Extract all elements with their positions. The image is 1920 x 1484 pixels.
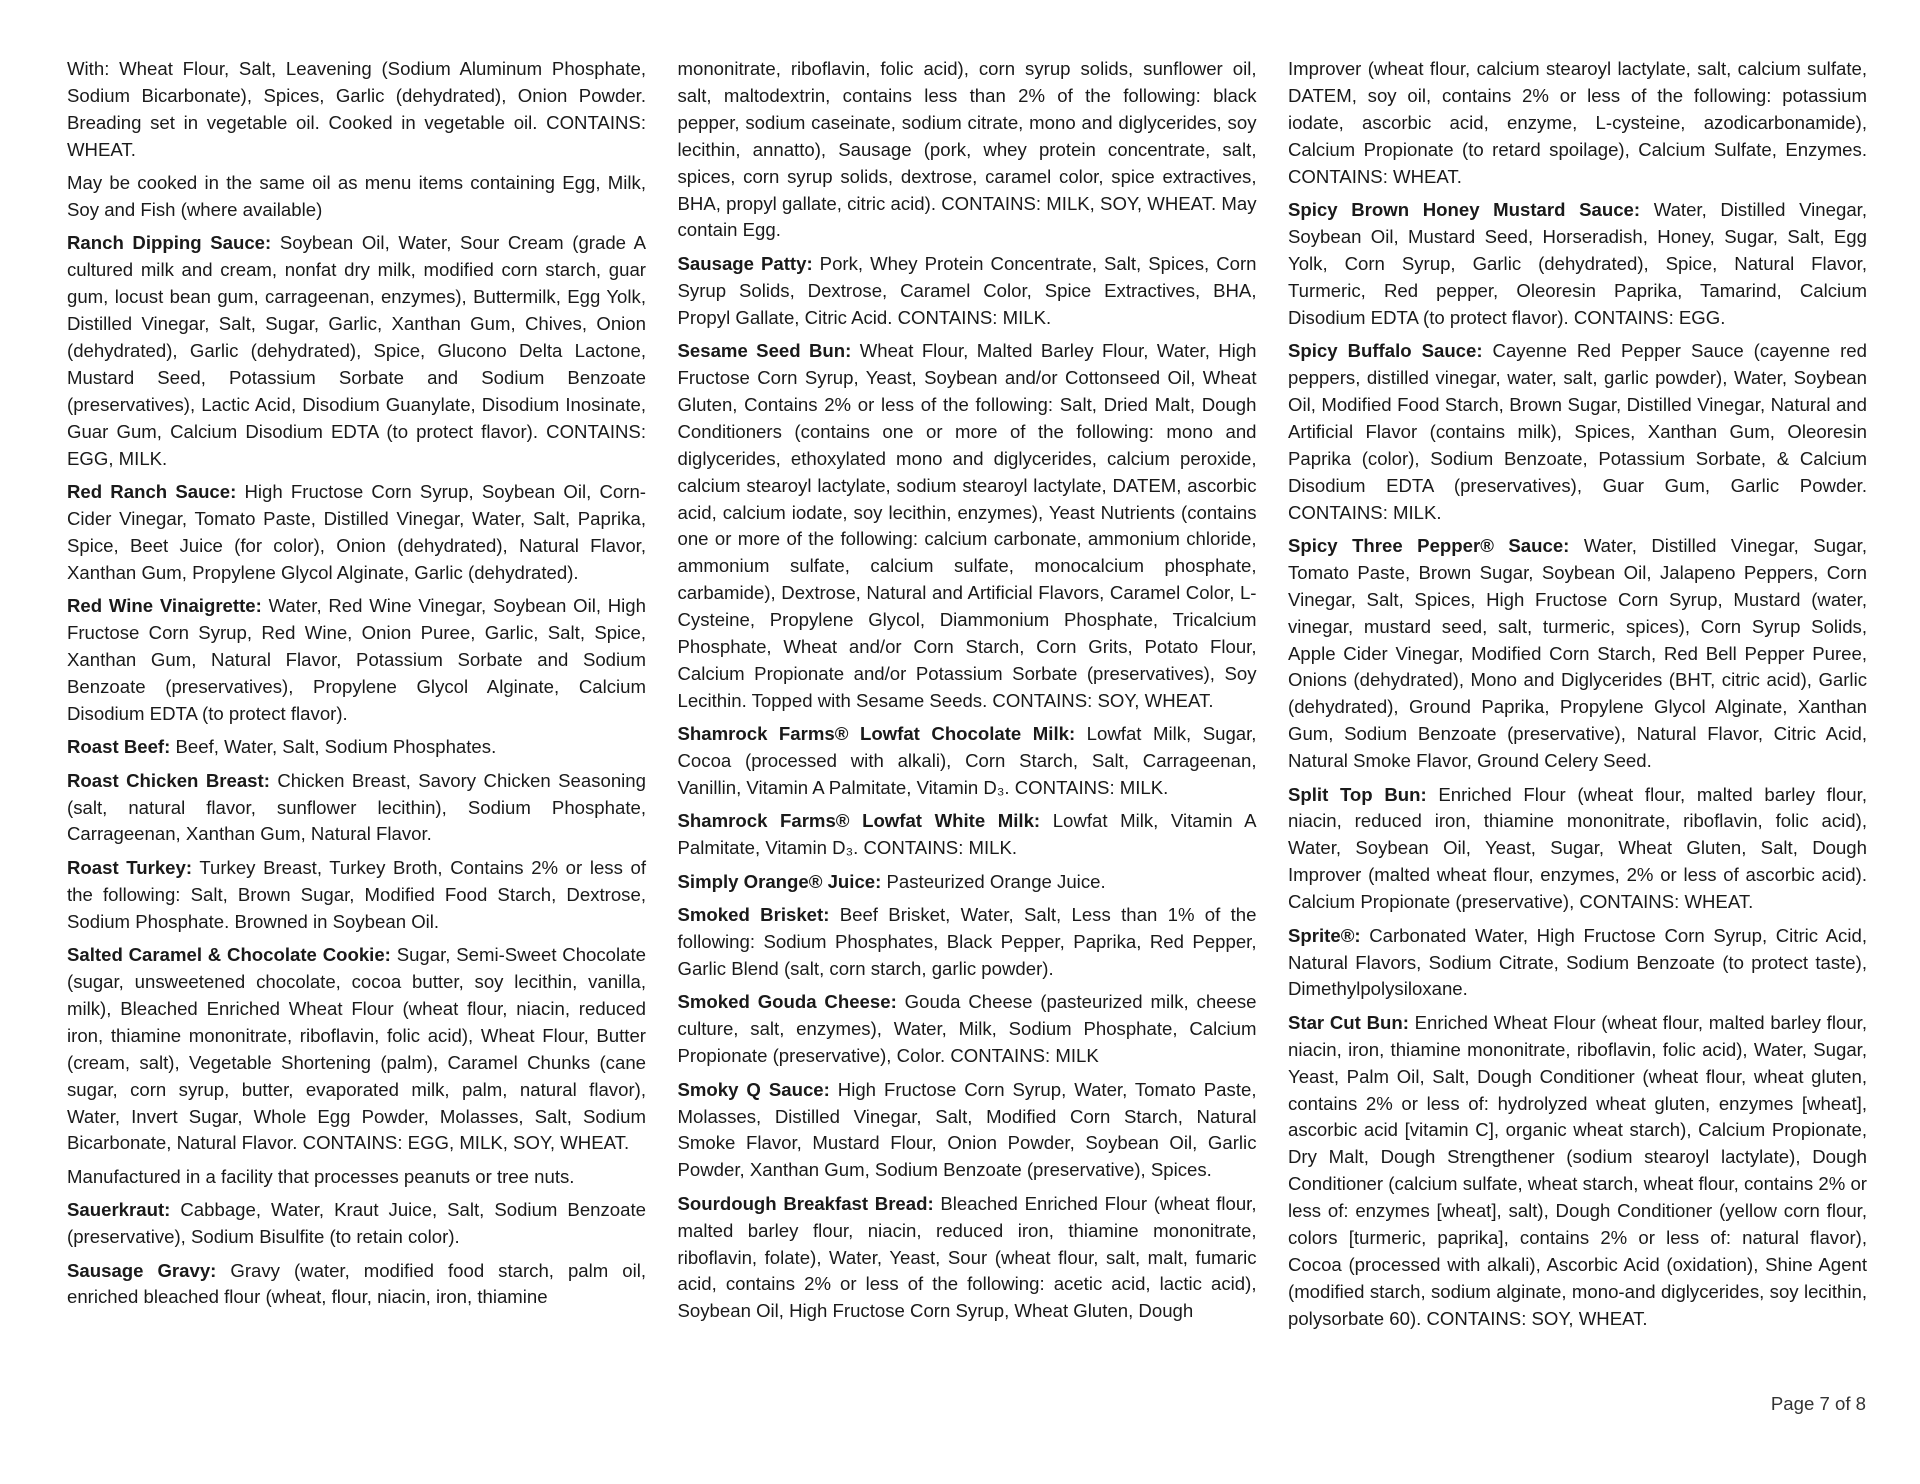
entry-name: Simply Orange® Juice: <box>677 870 882 892</box>
ingredient-entry <box>678 721 1257 802</box>
ingredient-entry <box>678 1077 1257 1185</box>
entry-name: Smoky Q Sauce: <box>677 1078 830 1100</box>
entry-name: Sausage Gravy: <box>67 1259 217 1281</box>
entry-name: Star Cut Bun: <box>1288 1011 1409 1033</box>
ingredient-entry <box>1288 533 1867 775</box>
ingredient-entry <box>678 989 1257 1070</box>
ingredient-entry <box>1288 338 1867 526</box>
entry-text: Soybean Oil, Water, Sour Cream (grade A cultured milk and cream, nonfat dry milk, modified corn starch, guar gum, locust bean gum, carrageenan, enzymes), Buttermilk, Egg Yolk, Distilled Vinegar, Salt, Sugar, Garlic, Xanthan Gum, Chives, Onion (dehydrated), Garlic (dehydrated), Spice, Glucono Delta Lactone, Mustard Seed, Potassium Sorbate and Sodium Benzoate (preservatives), Lactic Acid, Disodium Guanylate, Disodium Inosinate, Guar Gum, Calcium Disodium EDTA (to protect flavor). CONTAINS: EGG, MILK. <box>67 232 647 469</box>
entry-name: Red Ranch Sauce: <box>67 481 237 503</box>
entry-text: Sugar, Semi-Sweet Chocolate (sugar, unsweetened chocolate, cocoa butter, soy lecithin, vanilla, milk), Bleached Enriched Wheat Flour (wheat flour, niacin, reduced iron, thiamine mononitrate, riboflavin, folic acid), Wheat Flour, Butter (cream, salt), Vegetable Shortening (palm), Caramel Chunks (cane sugar, corn syrup, butter, evaporated milk, palm, natural flavor), Water, Invert Sugar, Whole Egg Powder, Molasses, Salt, Sodium Bicarbonate, Natural Flavor. CONTAINS: EGG, MILK, SOY, WHEAT. <box>67 944 647 1154</box>
entry-name: Sauerkraut: <box>67 1199 171 1221</box>
ingredient-entry <box>67 734 646 761</box>
ingredient-entry <box>678 902 1257 983</box>
entry-text: Water, Red Wine Vinegar, Soybean Oil, High Fructose Corn Syrup, Red Wine, Onion Puree, Garlic, Salt, Spice, Xanthan Gum, Natural Flavor, Potassium Sorbate and Sodium Benzoate (preservatives), Propylene Glycol Alginate, Calcium Disodium EDTA (to protect flavor). <box>67 595 646 724</box>
entry-name: Spicy Brown Honey Mustard Sauce: <box>1288 199 1641 221</box>
ingredient-entry <box>67 1197 646 1251</box>
page-number: Page 7 of 8 <box>1770 1393 1866 1414</box>
entry-text: Lowfat Milk, Sugar, Cocoa (processed with alkali), Corn Starch, Salt, Carrageenan, Vanillin, Vitamin A Palmitate, Vitamin D₃. CONTAINS: MILK. <box>677 723 1257 799</box>
entry-name: Split Top Bun: <box>1288 783 1427 805</box>
entry-text: With: Wheat Flour, Salt, Leavening (Sodium Aluminum Phosphate, Sodium Bicarbonate), Spices, Garlic (dehydrated), Onion Powder. Breading set in vegetable oil. Cooked in vegetable oil. CONTAINS: WHEAT. <box>67 58 646 160</box>
ingredient-entry <box>678 808 1257 862</box>
entry-text: Turkey Breast, Turkey Broth, Contains 2% or less of the following: Salt, Brown Sugar, Modified Food Starch, Dextrose, Sodium Phosphate. Browned in Soybean Oil. <box>67 856 646 932</box>
entry-name: Roast Chicken Breast: <box>67 769 270 791</box>
entry-name: Spicy Buffalo Sauce: <box>1288 340 1483 362</box>
ingredient-entry <box>678 338 1257 715</box>
entry-text: High Fructose Corn Syrup, Water, Tomato Paste, Molasses, Distilled Vinegar, Salt, Modified Corn Starch, Natural Smoke Flavor, Mustard Flour, Onion Powder, Soybean Oil, Garlic Powder, Xanthan Gum, Sodium Benzoate (preservative), Spices. <box>677 1078 1257 1181</box>
ingredient-entry <box>67 479 646 587</box>
text-columns <box>67 56 1867 1366</box>
ingredient-entry <box>67 230 646 472</box>
ingredient-entry <box>67 768 646 849</box>
ingredient-entry <box>1288 197 1867 332</box>
entry-text: Pork, Whey Protein Concentrate, Salt, Spices, Corn Syrup Solids, Dextrose, Caramel Color, Spice Extractives, BHA, Propyl Gallate, Citric Acid. CONTAINS: MILK. <box>677 252 1257 328</box>
column-3 <box>1288 56 1867 1366</box>
entry-name: Spicy Three Pepper® Sauce: <box>1288 534 1570 556</box>
entry-text: Cayenne Red Pepper Sauce (cayenne red peppers, distilled vinegar, water, salt, garlic powder), Water, Soybean Oil, Modified Food Starch, Brown Sugar, Distilled Vinegar, Natural and Artificial Flavor (contains milk), Spices, Xanthan Gum, Oleoresin Paprika (color), Sodium Benzoate, Potassium Sorbate, & Calcium Disodium EDTA (preservatives), Guar Gum, Garlic Powder. CONTAINS: MILK. <box>1288 340 1867 523</box>
entry-text: Lowfat Milk, Vitamin A Palmitate, Vitamin D₃. CONTAINS: MILK. <box>677 810 1257 859</box>
entry-text: Beef, Water, Salt, Sodium Phosphates. <box>170 736 497 758</box>
entry-name: Sausage Patty: <box>677 252 813 274</box>
entry-text: Enriched Wheat Flour (wheat flour, malted barley flour, niacin, iron, thiamine mononitrate, riboflavin, folic acid), Water, Sugar, Yeast, Palm Oil, Salt, Dough Conditioner (wheat flour, wheat gluten, contains 2% or less of: hydrolyzed wheat gluten, enzymes [wheat], ascorbic acid [vitamin C], organic wheat starch), Calcium Propionate, Dry Malt, Dough Strengthener (sodium stearoyl lactylate), Dough Conditioner (calcium sulfate, wheat starch, wheat flour, contains 2% or less of: enzymes [wheat], salt), Dough Conditioner (yellow corn flour, colors [turmeric, paprika], contains 2% or less of: natural flavor), Cocoa (processed with alkali), Ascorbic Acid (oxidation), Shine Agent (modified starch, sodium alginate, mono-and diglycerides, soy lecithin, polysorbate 60). CONTAINS: SOY, WHEAT. <box>1288 1011 1867 1329</box>
ingredient-entry <box>678 251 1257 332</box>
ingredient-entry <box>67 170 646 224</box>
ingredient-entry <box>67 1164 646 1191</box>
entry-text: Improver (wheat flour, calcium stearoyl lactylate, salt, calcium sulfate, DATEM, soy oil, contains 2% or less of the following: potassium iodate, ascorbic acid, enzyme, L-cysteine, azodicarbonamide), Calcium Propionate (to retard spoilage), Calcium Sulfate, Enzymes. CONTAINS: WHEAT. <box>1288 58 1867 187</box>
entry-name: Smoked Gouda Cheese: <box>677 991 897 1013</box>
entry-text: Gravy (water, modified food starch, palm oil, enriched bleached flour (wheat, flour, niacin, iron, thiamine <box>67 1259 647 1308</box>
entry-text: Bleached Enriched Flour (wheat flour, malted barley flour, niacin, reduced iron, thiamine mononitrate, riboflavin, folate), Water, Yeast, Sour (wheat flour, salt, malt, fumaric acid, contains 2% or less of the following: acetic acid, lactic acid), Soybean Oil, High Fructose Corn Syrup, Wheat Gluten, Dough <box>677 1192 1257 1322</box>
ingredient-entry <box>67 1258 646 1312</box>
ingredient-entry <box>1288 923 1867 1004</box>
entry-text: Water, Distilled Vinegar, Sugar, Tomato Paste, Brown Sugar, Soybean Oil, Jalapeno Peppers, Corn Vinegar, Salt, Spices, High Fructose Corn Syrup, Mustard (water, vinegar, mustard seed, salt, turmeric, spices), Corn Syrup Solids, Apple Cider Vinegar, Modified Corn Starch, Red Bell Pepper Puree, Onions (dehydrated), Mono and Diglycerides (BHT, citric acid), Garlic (dehydrated), Ground Paprika, Propylene Glycol Alginate, Xanthan Gum, Sodium Benzoate (preservative), Natural Flavor, Citric Acid, Natural Smoke Flavor, Ground Celery Seed. <box>1288 534 1868 772</box>
entry-text: Gouda Cheese (pasteurized milk, cheese culture, salt, enzymes), Water, Milk, Sodium Phosphate, Calcium Propionate (preservative), Color. CONTAINS: MILK <box>677 991 1257 1067</box>
entry-name: Red Wine Vinaigrette: <box>67 595 262 617</box>
entry-name: Roast Beef: <box>67 736 171 758</box>
column-2 <box>678 56 1257 1366</box>
entry-name: Smoked Brisket: <box>677 904 830 926</box>
entry-name: Sourdough Breakfast Bread: <box>677 1192 934 1214</box>
ingredient-entry <box>67 593 646 728</box>
ingredient-entry <box>678 869 1257 896</box>
entry-name: Ranch Dipping Sauce: <box>67 232 272 254</box>
column-1 <box>67 56 646 1366</box>
entry-text: May be cooked in the same oil as menu items containing Egg, Milk, Soy and Fish (where available) <box>67 172 646 221</box>
ingredient-entry <box>678 1191 1257 1326</box>
entry-name: Shamrock Farms® Lowfat Chocolate Milk: <box>677 723 1076 745</box>
entry-text: Enriched Flour (wheat flour, malted barley flour, niacin, reduced iron, thiamine mononitrate, riboflavin, folic acid), Water, Soybean Oil, Yeast, Sugar, Wheat Gluten, Salt, Dough Improver (malted wheat flour, enzymes, 2% or less of ascorbic acid). Calcium Propionate (preservative), CONTAINS: WHEAT. <box>1288 783 1867 913</box>
ingredient-entry <box>1288 1010 1867 1333</box>
ingredient-entry <box>1288 782 1867 917</box>
entry-text: Manufactured in a facility that processes peanuts or tree nuts. <box>67 1165 575 1187</box>
entry-text: Water, Distilled Vinegar, Soybean Oil, Mustard Seed, Horseradish, Honey, Sugar, Salt, Egg Yolk, Corn Syrup, Garlic (dehydrated), Spice, Natural Flavor, Turmeric, Red pepper, Oleoresin Paprika, Tamarind, Calcium Disodium EDTA (to protect flavor). CONTAINS: EGG. <box>1288 199 1867 328</box>
entry-text: High Fructose Corn Syrup, Soybean Oil, Corn-Cider Vinegar, Tomato Paste, Distilled Vinegar, Water, Salt, Paprika, Spice, Beet Juice (for color), Onion (dehydrated), Natural Flavor, Xanthan Gum, Propylene Glycol Alginate, Garlic (dehydrated). <box>67 481 646 583</box>
entry-text: mononitrate, riboflavin, folic acid), corn syrup solids, sunflower oil, salt, maltodextrin, contains less than 2% of the following: black pepper, sodium caseinate, sodium citrate, mono and diglycerides, soy lecithin, annatto), Sausage (pork, whey protein concentrate, salt, spices, corn syrup solids, dextrose, caramel color, spice extractives, BHA, propyl gallate, citric acid). CONTAINS: MILK, SOY, WHEAT. May contain Egg. <box>677 58 1257 241</box>
ingredient-entry <box>67 855 646 936</box>
entry-name: Shamrock Farms® Lowfat White Milk: <box>677 810 1041 832</box>
entry-name: Salted Caramel & Chocolate Cookie: <box>67 944 391 966</box>
ingredient-entry <box>678 56 1257 244</box>
entry-text: Chicken Breast, Savory Chicken Seasoning (salt, natural flavor, sunflower lecithin), Sodium Phosphate, Carrageenan, Xanthan Gum, Natural Flavor. <box>67 769 646 845</box>
entry-text: Pasteurized Orange Juice. <box>881 870 1106 892</box>
entry-text: Cabbage, Water, Kraut Juice, Salt, Sodium Benzoate (preservative), Sodium Bisulfite (to retain color). <box>67 1199 646 1248</box>
entry-text: Carbonated Water, High Fructose Corn Syrup, Citric Acid, Natural Flavors, Sodium Citrate, Sodium Benzoate (to protect taste), Dimethylpolysiloxane. <box>1288 924 1867 1000</box>
entry-text: Wheat Flour, Malted Barley Flour, Water, High Fructose Corn Syrup, Yeast, Soybean and/or Cottonseed Oil, Wheat Gluten, Contains 2% or less of the following: Salt, Dried Malt, Dough Conditioners (contains one or more of the following: mono and diglycerides, ethoxylated mono and diglycerides, calcium peroxide, calcium stearoyl lactylate, sodium stearoyl lactylate, DATEM, ascorbic acid, calcium iodate, soy lecithin, enzymes), Yeast Nutrients (contains one or more of the following: calcium carbonate, ammonium chloride, ammonium sulfate, calcium sulfate, monocalcium phosphate, carbamide), Dextrose, Natural and Artificial Flavors, Caramel Color, L-Cysteine, Propylene Glycol, Diammonium Phosphate, Tricalcium Phosphate, Wheat and/or Corn Starch, Corn Grits, Potato Flour, Calcium Propionate and/or Potassium Sorbate (preservatives), Soy Lecithin. Topped with Sesame Seeds. CONTAINS: SOY, WHEAT. <box>677 340 1257 711</box>
ingredient-entry <box>67 942 646 1157</box>
entry-name: Sprite®: <box>1288 924 1361 946</box>
entry-name: Sesame Seed Bun: <box>677 340 852 362</box>
entry-name: Roast Turkey: <box>67 856 193 878</box>
ingredient-entry <box>1288 56 1867 191</box>
ingredient-entry <box>67 56 646 164</box>
entry-text: Beef Brisket, Water, Salt, Less than 1% of the following: Sodium Phosphates, Black Pepper, Paprika, Red Pepper, Garlic Blend (salt, corn starch, garlic powder). <box>677 904 1257 979</box>
